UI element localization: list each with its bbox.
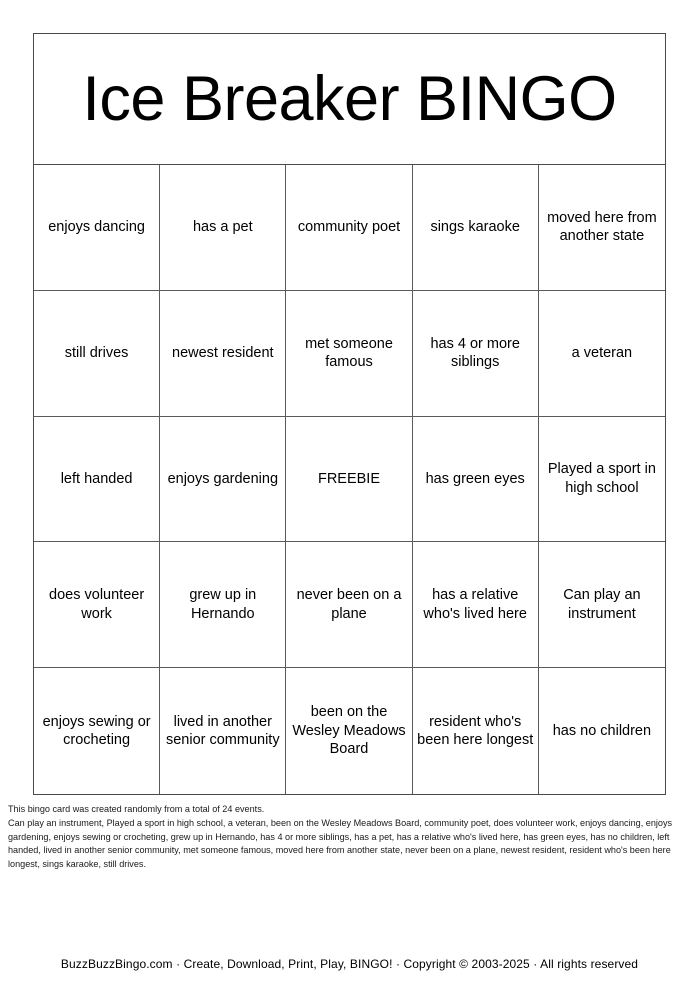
bingo-cell[interactable]: newest resident — [160, 291, 286, 417]
bingo-cell[interactable]: has a pet — [160, 165, 286, 291]
bingo-cell-free-space[interactable]: FREEBIE — [286, 417, 412, 543]
bingo-cell[interactable]: Can play an instrument — [539, 542, 665, 668]
bingo-cell[interactable]: met someone famous — [286, 291, 412, 417]
bingo-cell[interactable]: lived in another senior community — [160, 668, 286, 794]
bingo-grid — [34, 165, 665, 794]
card-note-line-2: Can play an instrument, Played a sport in high school, a veteran, been on the Wesley Meadows Board, community poet, does volunteer work, enjoys dancing, enjoys gardening, enjoys sewing or crocheting, grew up in Hernando, has 4 or more siblings, has a pet, has a relative who's lived here, has green eyes, has no children, left handed, lived in another senior community, met someone famous, moved here from another state, never been on a plane, newest resident, resident who's been here longest, sings karaoke, still drives. — [8, 817, 673, 870]
card-title: Ice Breaker BINGO — [34, 34, 665, 165]
bingo-cell[interactable]: has 4 or more siblings — [413, 291, 539, 417]
card-note — [8, 803, 692, 872]
card-note-line-1: This bingo card was created randomly from a total of 24 events. — [8, 804, 265, 814]
bingo-cell[interactable]: does volunteer work — [34, 542, 160, 668]
bingo-cell[interactable]: has a relative who's lived here — [413, 542, 539, 668]
bingo-cell[interactable]: has no children — [552, 722, 652, 739]
bingo-cell[interactable]: enjoys gardening — [160, 417, 286, 543]
bingo-cell[interactable]: community poet — [286, 165, 412, 291]
bingo-cell[interactable]: moved here from another state — [539, 165, 665, 291]
page-footer: BuzzBuzzBingo.com · Create, Download, Print, Play, BINGO! · Copyright © 2003-2025 · All rights reserved — [60, 957, 639, 971]
bingo-cell[interactable]: enjoys sewing or crocheting — [34, 668, 160, 794]
bingo-cell[interactable]: been on the Wesley Meadows Board — [286, 668, 412, 794]
bingo-cell[interactable]: a veteran — [539, 291, 665, 417]
bingo-cell[interactable]: sings karaoke — [413, 165, 539, 291]
bingo-card — [33, 33, 666, 795]
bingo-cell[interactable]: left handed — [34, 417, 160, 543]
bingo-cell[interactable]: still drives — [34, 291, 160, 417]
bingo-cell[interactable]: enjoys dancing — [34, 165, 160, 291]
bingo-cell[interactable]: never been on a plane — [286, 542, 412, 668]
bingo-cell[interactable]: has green eyes — [413, 417, 539, 543]
bingo-cell[interactable]: Played a sport in high school — [539, 417, 665, 543]
bingo-cell[interactable]: grew up in Hernando — [160, 542, 286, 668]
bingo-cell[interactable]: resident who's been here longest — [413, 668, 539, 794]
